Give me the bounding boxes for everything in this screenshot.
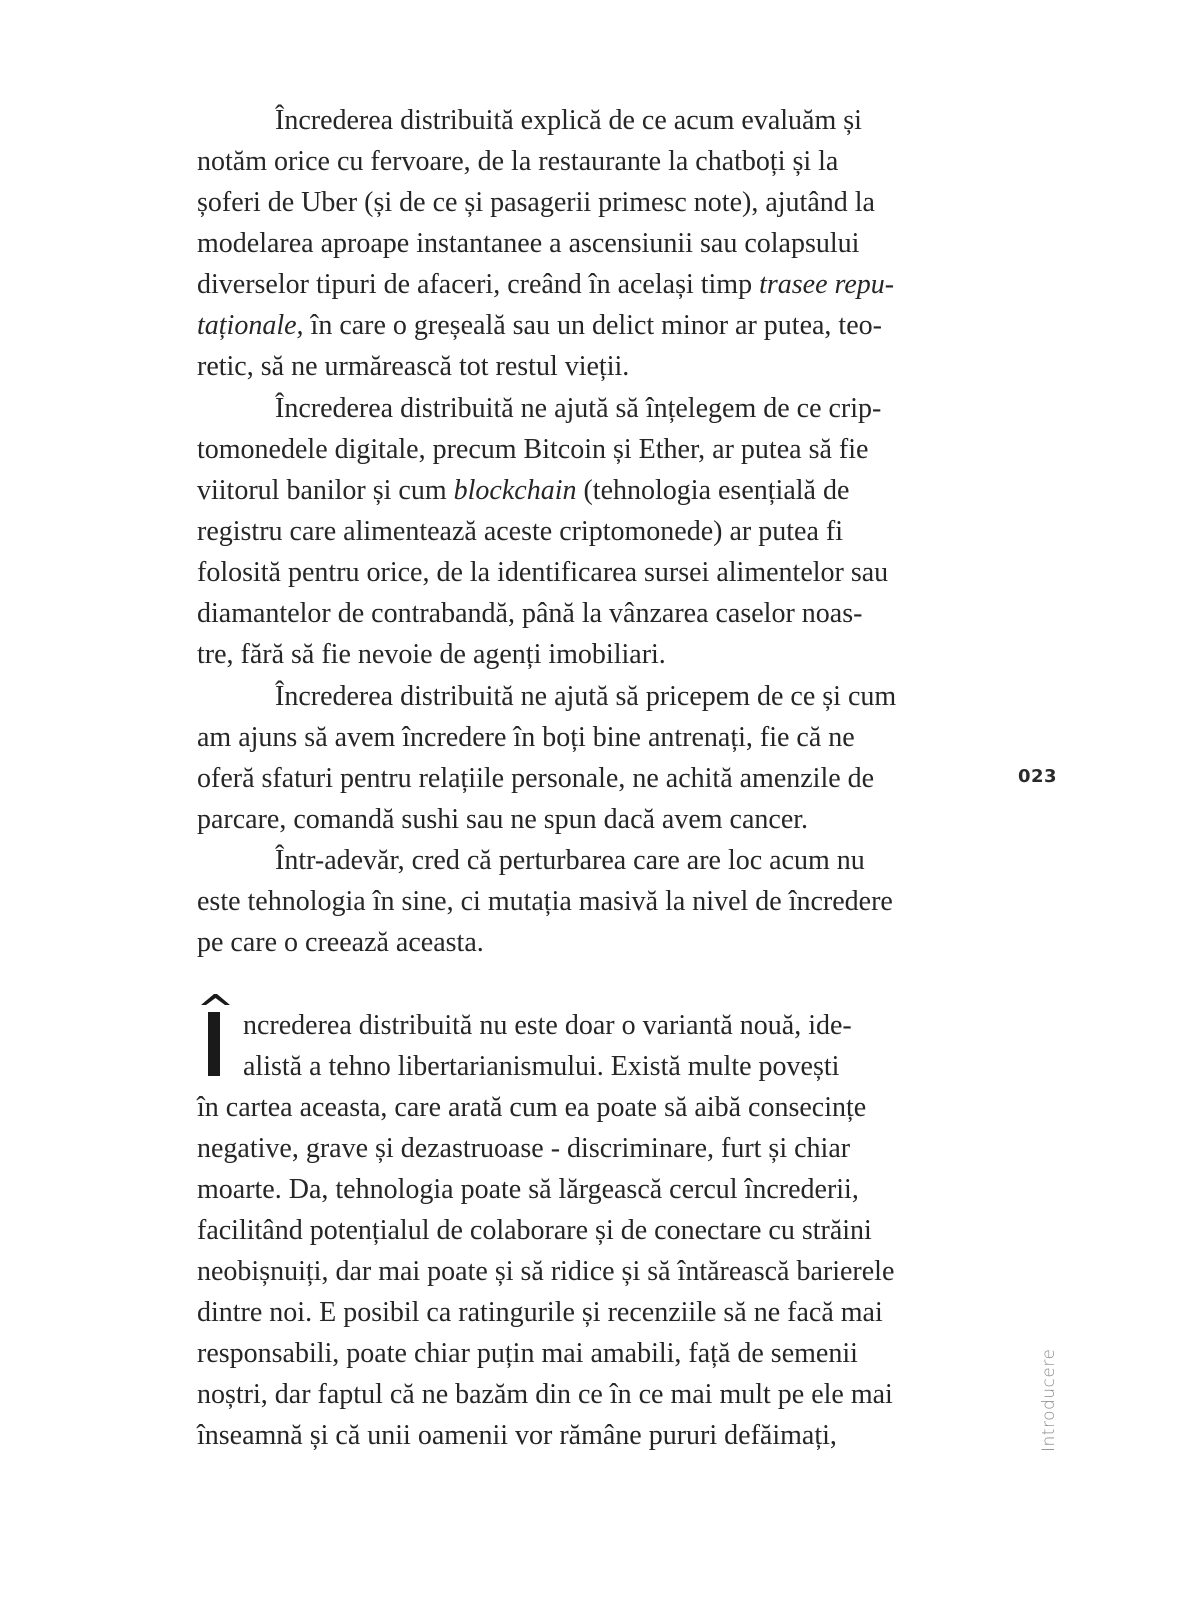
text-line: alistă a tehno libertarianismului. Există multe povești	[243, 1051, 840, 1082]
text-line: folosită pentru orice, de la identificarea sursei alimentelor sau	[197, 557, 889, 588]
text-line: dintre noi. E posibil ca ratingurile și recenziile să ne facă mai	[197, 1297, 883, 1328]
text-line: tre, fără să fie nevoie de agenți imobiliari.	[197, 639, 666, 670]
page-number: 023	[1018, 766, 1058, 787]
text-line: modelarea aproape instantanee a ascensiunii sau colapsului	[197, 228, 860, 259]
text-line: oferă sfaturi pentru relațiile personale, ne achită amenzile de	[197, 763, 875, 794]
text-line: Încrederea distribuită ne ajută să pricepem de ce și cum	[275, 681, 897, 712]
text-line: Într-adevăr, cred că perturbarea care are loc acum nu	[275, 845, 865, 876]
text-line: am ajuns să avem încredere în boți bine antrenați, fie că ne	[197, 722, 855, 753]
text-line: notăm orice cu fervoare, de la restaurante la chatboți și la	[197, 146, 839, 177]
text-line: Încrederea distribuită ne ajută să înțelegem de ce crip-	[275, 393, 882, 424]
text-line: moarte. Da, tehnologia poate să lărgească cercul încrederii,	[197, 1174, 859, 1205]
text-line: registru care alimentează aceste criptomonede) ar putea fi	[197, 516, 843, 547]
text-line: parcare, comandă sushi sau ne spun dacă avem cancer.	[197, 804, 809, 835]
drop-cap-glyph-icon	[197, 986, 241, 1082]
text-line: noștri, dar faptul că ne bazăm din ce în ce mai mult pe ele mai	[197, 1379, 893, 1410]
text-line: diamantelor de contrabandă, până la vânzarea caselor noas-	[197, 598, 863, 629]
running-head: Introducere	[1039, 1348, 1059, 1452]
italic-term: trasee repu-	[759, 269, 895, 300]
text-run: (tehnologia esențială de	[576, 475, 850, 506]
text-line: neobișnuiți, dar mai poate și să ridice și să întărească barierele	[197, 1256, 895, 1287]
text-line: ncrederea distribuită nu este doar o variantă nouă, ide-	[243, 1010, 852, 1041]
text-line	[197, 264, 894, 305]
drop-cap	[197, 986, 241, 1082]
text-run: diverselor tipuri de afaceri, creând în același timp	[197, 269, 760, 300]
text-run: în care o greșeală sau un delict minor ar putea, teo-	[303, 310, 882, 341]
text-line: înseamnă și că unii oamenii vor rămâne pururi defăimați,	[197, 1420, 837, 1451]
text-line	[197, 305, 882, 346]
text-line: retic, să ne urmărească tot restul vieții.	[197, 351, 630, 382]
text-line: este tehnologia în sine, ci mutația masivă la nivel de încredere	[197, 886, 893, 917]
text-line: pe care o creează aceasta.	[197, 927, 484, 958]
text-line: șoferi de Uber (și de ce și pasagerii primesc note), ajutând la	[197, 187, 875, 218]
italic-term: taționale,	[197, 310, 304, 341]
italic-term: blockchain	[453, 475, 577, 506]
text-line: în cartea aceasta, care arată cum ea poate să aibă consecințe	[197, 1092, 867, 1123]
text-line: Încrederea distribuită explică de ce acum evaluăm și	[275, 105, 862, 136]
text-line: negative, grave și dezastruoase - discriminare, furt și chiar	[197, 1133, 851, 1164]
text-run: viitorul banilor și cum	[197, 475, 454, 506]
text-line: facilitând potențialul de colaborare și de conectare cu străini	[197, 1215, 872, 1246]
text-line: responsabili, poate chiar puțin mai amabili, față de semenii	[197, 1338, 858, 1369]
text-line: tomonedele digitale, precum Bitcoin și Ether, ar putea să fie	[197, 434, 869, 465]
text-line	[197, 470, 849, 511]
